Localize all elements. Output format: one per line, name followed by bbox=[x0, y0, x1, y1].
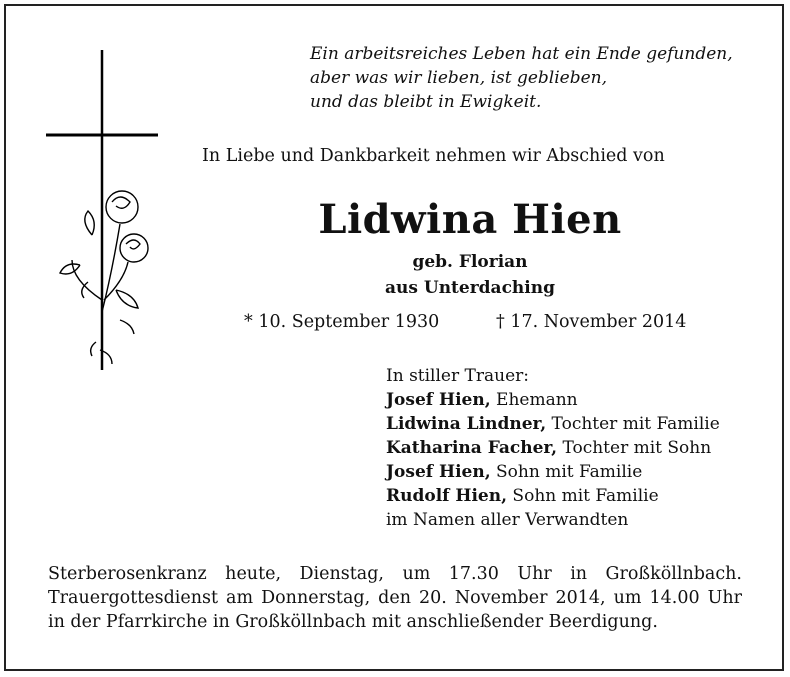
mourners-block bbox=[386, 364, 720, 532]
mourner-relation: Tochter mit Sohn bbox=[557, 438, 712, 458]
mourner-relation: Tochter mit Familie bbox=[546, 414, 720, 434]
service-line: Sterberosenkranz heute, Dienstag, um 17.30 Uhr in Großköllnbach. bbox=[48, 564, 742, 584]
poem-line: aber was wir lieben, ist geblieben, bbox=[310, 68, 608, 88]
mourner-relation: Ehemann bbox=[490, 390, 578, 410]
poem-line: und das bleibt in Ewigkeit. bbox=[310, 92, 542, 112]
mourner-name: Lidwina Lindner, bbox=[386, 414, 547, 434]
intro-text: In Liebe und Dankbarkeit nehmen wir Abschied von bbox=[202, 146, 665, 166]
mourner-name: Rudolf Hien, bbox=[386, 486, 508, 506]
mourner-row bbox=[386, 412, 720, 436]
mourner-row bbox=[386, 484, 720, 508]
mourners-closing: im Namen aller Verwandten bbox=[386, 510, 629, 530]
death-date: † 17. November 2014 bbox=[496, 312, 687, 332]
mourner-name: Josef Hien, bbox=[386, 462, 491, 482]
mourner-relation: Sohn mit Familie bbox=[507, 486, 659, 506]
origin: aus Unterdaching bbox=[385, 278, 555, 298]
birth-date: * 10. September 1930 bbox=[244, 312, 440, 332]
poem-line: Ein arbeitsreiches Leben hat ein Ende gefunden, bbox=[310, 44, 733, 64]
mourner-row bbox=[386, 436, 720, 460]
service-line: Trauergottesdienst am Donnerstag, den 20. November 2014, um 14.00 Uhr bbox=[48, 588, 742, 608]
service-info bbox=[48, 562, 742, 634]
service-line: in der Pfarrkirche in Großköllnbach mit anschließender Beerdigung. bbox=[48, 612, 658, 632]
poem bbox=[310, 42, 770, 114]
mourner-relation: Sohn mit Familie bbox=[490, 462, 643, 482]
mourner-row bbox=[386, 388, 720, 412]
maiden-name: geb. Florian bbox=[412, 252, 528, 272]
mourner-row bbox=[386, 460, 720, 484]
mourners-heading: In stiller Trauer: bbox=[386, 366, 529, 386]
deceased-name: Lidwina Hien bbox=[318, 196, 622, 243]
mourner-name: Josef Hien, bbox=[386, 390, 491, 410]
mourner-name: Katharina Facher, bbox=[386, 438, 558, 458]
